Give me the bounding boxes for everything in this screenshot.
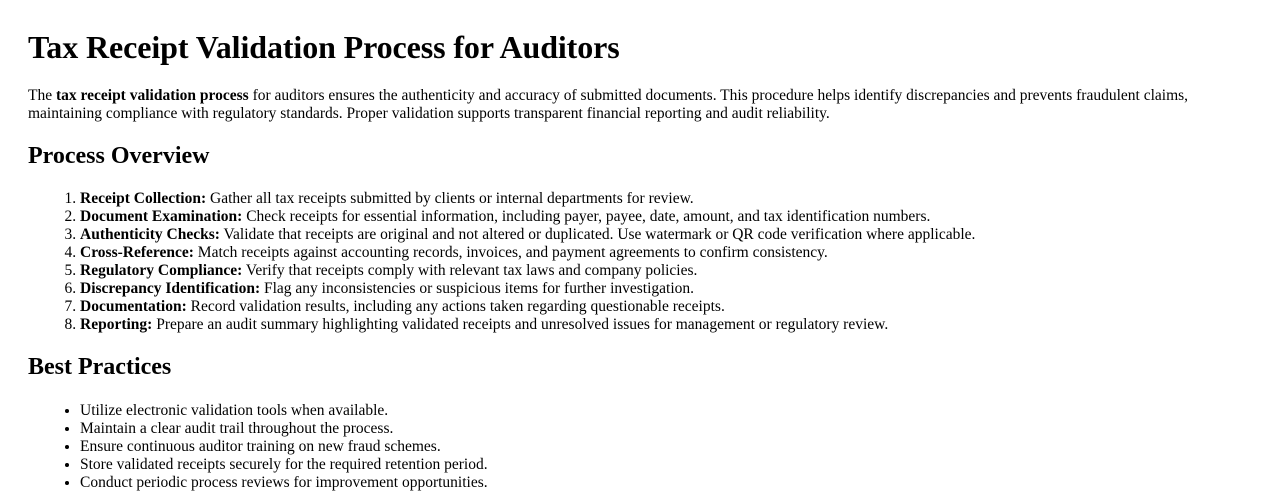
list-item [80,208,1270,226]
list-item-term: Cross-Reference: [80,244,194,262]
list-item-term: Reporting: [80,316,153,334]
list-item-term: Discrepancy Identification: [80,280,261,298]
list-item [80,280,1270,298]
process-overview-list [28,190,1270,334]
list-item [80,262,1270,280]
list-item [80,190,1270,208]
intro-paragraph [28,87,1233,123]
list-item-term: Receipt Collection: [80,190,207,208]
list-item-description: Match receipts against accounting records, invoices, and payment agreements to confirm consistency. [193,244,828,262]
page-title: Tax Receipt Validation Process for Auditors [28,29,620,65]
list-item-term: Documentation: [80,298,187,316]
intro-lead-text: The [28,86,56,104]
list-item-description: Flag any inconsistencies or suspicious items for further investigation. [260,280,695,298]
list-item-description: Gather all tax receipts submitted by clients or internal departments for review. [206,190,694,208]
list-item-term: Document Examination: [80,208,243,226]
list-item-term: Authenticity Checks: [80,226,220,244]
list-item [80,316,1270,334]
section-heading-process-overview: Process Overview [28,142,210,169]
list-item: • Conduct periodic process reviews for improvement opportunities. [80,474,1270,492]
list-item: • Ensure continuous auditor training on new fraud schemes. [80,438,1270,456]
intro-bold-phrase: tax receipt validation process [55,86,249,104]
list-item-description: Check receipts for essential information, including payer, payee, date, amount, and tax identification numbers. [242,208,931,226]
list-item-term: Regulatory Compliance: [80,262,243,280]
list-item-description: Verify that receipts comply with relevant tax laws and company policies. [242,262,698,280]
best-practices-list [28,402,1270,492]
list-item [80,244,1270,262]
intro-rest-text: for auditors ensures the authenticity and accuracy of submitted documents. This procedure helps identify discrepancies and prevents fraudulent claims, maintaining compliance with regulatory standards. Proper validation supports transparent financial reporting and audit reliability. [28,86,1189,122]
list-item-description: Validate that receipts are original and not altered or duplicated. Use watermark or QR code verification where applicable. [219,226,976,244]
list-item [80,226,1270,244]
list-item: • Utilize electronic validation tools when available. [80,402,1270,420]
list-item [80,298,1270,316]
list-item-description: Prepare an audit summary highlighting validated receipts and unresolved issues for management or regulatory review. [152,316,889,334]
list-item-description: Record validation results, including any actions taken regarding questionable receipts. [186,298,725,316]
section-heading-best-practices: Best Practices [28,354,172,381]
list-item: • Store validated receipts securely for the required retention period. [80,456,1270,474]
list-item: • Maintain a clear audit trail throughout the process. [80,420,1270,438]
